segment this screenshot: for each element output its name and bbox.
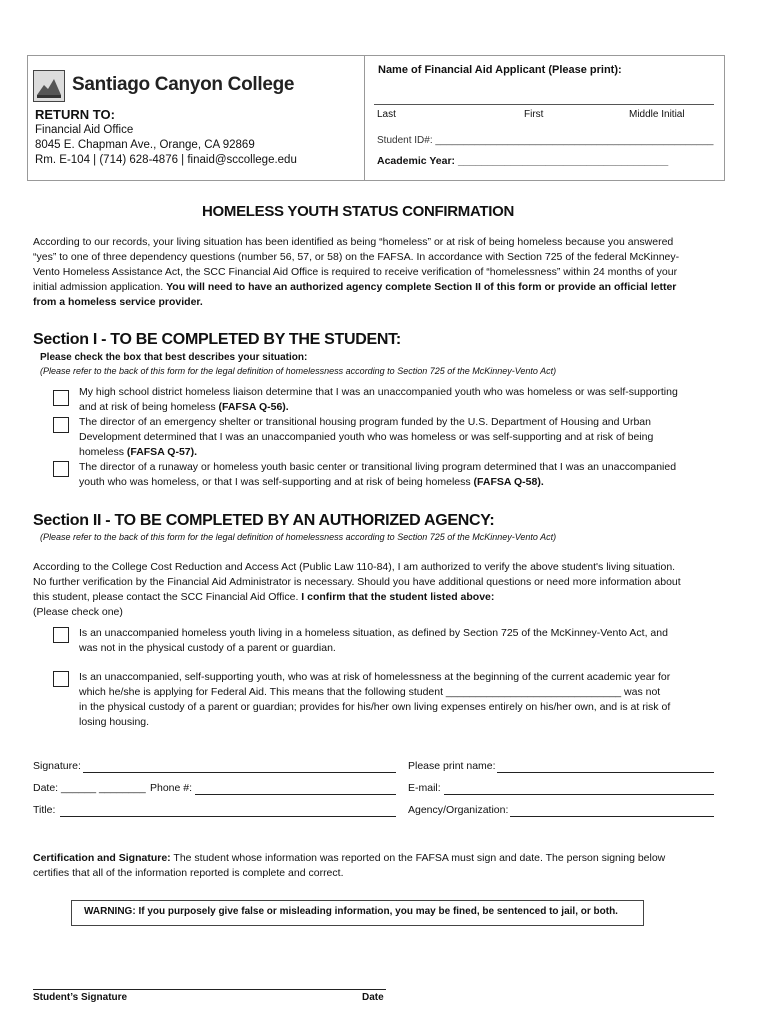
signature-line[interactable]	[83, 772, 396, 773]
checkbox-fafsa-q58[interactable]	[53, 461, 69, 477]
s2-line3-bold: I confirm that the student listed above:	[301, 591, 495, 603]
office-address: 8045 E. Chapman Ave., Orange, CA 92869	[35, 139, 255, 151]
warning-box: WARNING: If you purposely give false or misleading information, you may be fined, be sentenced to jail, or both.	[71, 900, 644, 926]
s2-opt2-line3: in the physical custody of a parent or guardian; provides for his/her own living expenses entirely on his/her own, and is at risk of	[79, 701, 671, 713]
section2-option-2	[79, 670, 670, 730]
section2-note: (Please refer to the back of this form for the legal definition of homelessness according to Section 725 of the McKinney-Vento Act)	[40, 532, 557, 542]
date-label[interactable]: Date: ______ ________	[33, 782, 146, 794]
cert-text1: The student whose information was reported on the FAFSA must sign and date. The person signing below	[170, 852, 666, 864]
s2-opt2-line4: losing housing.	[79, 716, 150, 728]
section1-note: (Please refer to the back of this form for the legal definition of homelessness according to Section 725 of the McKinney-Vento Act)	[40, 366, 557, 376]
s2-opt1-line2: was not in the physical custody of a parent or guardian.	[79, 642, 336, 654]
s2-line2: No further verification by the Financial Aid Administrator is necessary. Should you have additional questions or need more information about	[33, 576, 681, 588]
intro-line-2: “yes” to one of three dependency questions (number 56, 57, or 58) on the FAFSA. In accordance with Section 725 of the federal McKinney-	[33, 251, 680, 263]
section1-option-1	[79, 385, 678, 490]
first-name-label: First	[524, 109, 544, 120]
office-name: Financial Aid Office	[35, 124, 134, 136]
title-label: Title:	[33, 804, 56, 816]
cert-line1	[33, 851, 665, 866]
student-signature-label: Student’s Signature	[33, 992, 128, 1003]
intro-line-4-text: initial admission application.	[33, 281, 167, 293]
intro-paragraph	[33, 235, 733, 310]
section2-title: Section II - TO BE COMPLETED BY AN AUTHORIZED AGENCY:	[33, 512, 495, 529]
checkbox-fafsa-q57[interactable]	[53, 417, 69, 433]
email-label: E-mail:	[408, 782, 441, 794]
intro-line-4	[33, 280, 733, 295]
s1-opt2-line3-text: homeless	[79, 446, 127, 458]
print-name-label: Please print name:	[408, 760, 496, 772]
s2-line3	[33, 590, 681, 605]
s1-opt1-line1: My high school district homeless liaison determine that I was an unaccompanied youth who was homeless or was self-supporting	[79, 386, 678, 398]
agency-line[interactable]	[510, 816, 714, 817]
s1-opt3-line2	[79, 475, 678, 490]
s2-line4: (Please check one)	[33, 606, 123, 618]
student-id-field[interactable]: Student ID#: __________________________________________________	[377, 135, 714, 146]
print-name-line[interactable]	[497, 772, 714, 773]
signature-label: Signature:	[33, 760, 81, 772]
middle-initial-label: Middle Initial	[629, 109, 685, 120]
s2-opt2-line1: Is an unaccompanied, self-supporting youth, who was at risk of homelessness at the beginning of the current academic year for	[79, 671, 671, 683]
cert-line2: certifies that all of the information reported is complete and correct.	[33, 867, 344, 879]
section2-option-1	[79, 626, 668, 656]
s2-opt2-line2: which he/she is applying for Federal Aid. This means that the following student ______________________________ was not	[79, 686, 661, 698]
phone-line[interactable]	[195, 794, 396, 795]
student-signature-line[interactable]	[33, 989, 386, 990]
footer-date-label: Date	[362, 992, 384, 1003]
s1-opt3-line1: The director of a runaway or homeless youth basic center or transitional living program determined that I was an unaccompanied	[79, 461, 677, 473]
phone-label: Phone #:	[150, 782, 193, 794]
office-contact: Rm. E-104 | (714) 628-4876 | finaid@sccollege.edu	[35, 154, 297, 166]
checkbox-homeless-youth[interactable]	[53, 627, 69, 643]
intro-line-5: from a homeless service provider.	[33, 296, 203, 308]
academic-year-field[interactable]: Academic Year: ____________________________________	[377, 155, 669, 167]
s1-opt1-line2-text: and at risk of being homeless	[79, 401, 219, 413]
last-name-label: Last	[377, 109, 396, 120]
college-name: Santiago Canyon College	[72, 74, 295, 95]
certification-paragraph	[33, 851, 665, 881]
college-logo-icon	[33, 70, 65, 102]
return-to-label: RETURN TO:	[35, 107, 115, 122]
s1-opt3-line2-text: youth who was homeless, or that I was self-supporting and at risk of being homeless	[79, 476, 474, 488]
title-line[interactable]	[60, 816, 396, 817]
page-title: HOMELESS YOUTH STATUS CONFIRMATION	[201, 203, 515, 220]
agency-label: Agency/Organization:	[408, 804, 509, 816]
email-line[interactable]	[444, 794, 714, 795]
intro-line-3: Vento Homeless Assistance Act, the SCC Financial Aid Office is required to receive verification of “homelessness” within 24 months of your	[33, 266, 678, 278]
s1-opt2-line1: The director of an emergency shelter or transitional housing program funded by the U.S. Department of Housing and Urban	[79, 416, 651, 428]
s1-opt1-ref: (FAFSA Q-56).	[218, 401, 289, 413]
intro-line-4-bold: You will need to have an authorized agency complete Section II of this form or provide an official letter	[166, 281, 677, 293]
s2-line1: According to the College Cost Reduction and Access Act (Public Law 110-84), I am authorized to verify the above student's living situation.	[33, 561, 676, 573]
section1-instruction: Please check the box that best describes your situation:	[40, 352, 308, 363]
section2-paragraph	[33, 560, 681, 620]
cert-label: Certification and Signature:	[33, 852, 171, 864]
s1-opt2-ref: (FAFSA Q-57).	[126, 446, 198, 458]
section1-title: Section I - TO BE COMPLETED BY THE STUDENT:	[33, 331, 401, 348]
intro-line-1: According to our records, your living situation has been identified as being “homeless” or at risk of being homeless because you answered	[33, 236, 674, 248]
s1-opt1-line2	[79, 400, 678, 415]
s2-line3-text: this student, please contact the SCC Financial Aid Office.	[33, 591, 302, 603]
checkbox-at-risk-youth[interactable]	[53, 671, 69, 687]
header-divider	[364, 55, 365, 181]
applicant-label: Name of Financial Aid Applicant (Please print):	[378, 64, 622, 76]
s1-opt2-line2: Development determined that I was an unaccompanied youth who was homeless or was self-supporting and at risk of being	[79, 431, 654, 443]
checkbox-fafsa-q56[interactable]	[53, 390, 69, 406]
applicant-name-line[interactable]	[374, 104, 714, 105]
s1-opt3-ref: (FAFSA Q-58).	[473, 476, 544, 488]
s2-opt1-line1: Is an unaccompanied homeless youth living in a homeless situation, as defined by Section 725 of the McKinney-Vento Act, and	[79, 627, 668, 639]
s1-opt2-line3	[79, 445, 678, 460]
